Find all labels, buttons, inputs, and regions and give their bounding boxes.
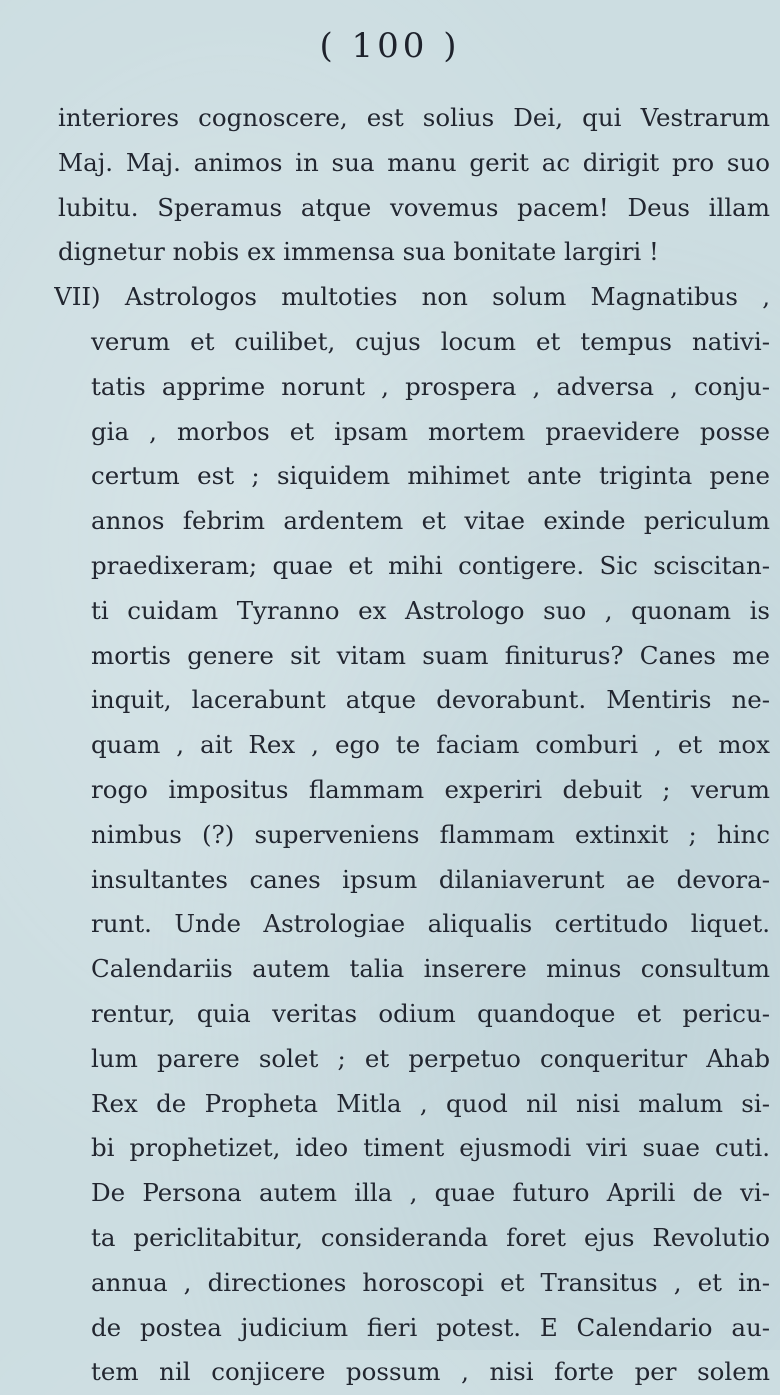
text-line: mortis genere sit vitam suam finiturus? Canes me bbox=[91, 640, 770, 670]
text-line: lubitu. Speramus atque vovemus pacem! Deus illam bbox=[58, 192, 770, 222]
text-line: Calendariis autem talia inserere minus consultum bbox=[91, 954, 770, 984]
page-number: ( 100 ) bbox=[319, 26, 461, 66]
text-line: quam , ait Rex , ego te faciam comburi , et mox bbox=[91, 730, 770, 760]
body-text bbox=[54, 96, 770, 1395]
text-line: Maj. Maj. animos in sua manu gerit ac dirigit pro suo bbox=[58, 147, 770, 177]
text-line: ta periclitabitur, consideranda foret ejus Revolutio bbox=[91, 1222, 770, 1252]
text-line: inquit, lacerabunt atque devorabunt. Mentiris ne- bbox=[91, 685, 770, 715]
text-line: De Persona autem illa , quae futuro Aprili de vi- bbox=[91, 1178, 770, 1208]
text-line: VII) Astrologos multoties non solum Magnatibus , bbox=[54, 282, 770, 312]
text-line: verum et cuilibet, cujus locum et tempus nativi- bbox=[91, 326, 770, 356]
text-line: nimbus (?) superveniens flammam extinxit ; hinc bbox=[91, 819, 770, 849]
text-line: annua , directiones horoscopi et Transitus , et in- bbox=[91, 1267, 770, 1297]
text-line: ti cuidam Tyranno ex Astrologo suo , quonam is bbox=[91, 595, 770, 625]
text-line: tem nil conjicere possum , nisi forte per solem bbox=[91, 1357, 770, 1387]
text-line: annos febrim ardentem et vitae exinde periculum bbox=[91, 506, 770, 536]
text-line: insultantes canes ipsum dilaniaverunt ae devora- bbox=[91, 864, 770, 894]
text-line: runt. Unde Astrologiae aliqualis certitudo liquet. bbox=[91, 909, 770, 939]
text-line: bi prophetizet, ideo timent ejusmodi viri suae cuti. bbox=[91, 1133, 770, 1163]
text-line: dignetur nobis ex immensa sua bonitate largiri ! bbox=[58, 237, 659, 267]
text-line: gia , morbos et ipsam mortem praevidere posse bbox=[91, 416, 770, 446]
text-line: praedixeram; quae et mihi contigere. Sic sciscitan- bbox=[91, 550, 770, 580]
text-line: de postea judicium fieri potest. E Calendario au- bbox=[91, 1312, 770, 1342]
text-line: Rex de Propheta Mitla , quod nil nisi malum si- bbox=[91, 1088, 770, 1118]
text-line: certum est ; siquidem mihimet ante triginta pene bbox=[91, 461, 770, 491]
text-line: interiores cognoscere, est solius Dei, qui Vestrarum bbox=[58, 103, 770, 132]
text-line: tatis apprime norunt , prospera , adversa , conju- bbox=[91, 371, 770, 401]
text-line: rogo impositus flammam experiri debuit ; verum bbox=[91, 774, 770, 804]
text-line: lum parere solet ; et perpetuo conqueritur Ahab bbox=[91, 1043, 770, 1073]
text-line: rentur, quia veritas odium quandoque et pericu- bbox=[91, 998, 770, 1028]
